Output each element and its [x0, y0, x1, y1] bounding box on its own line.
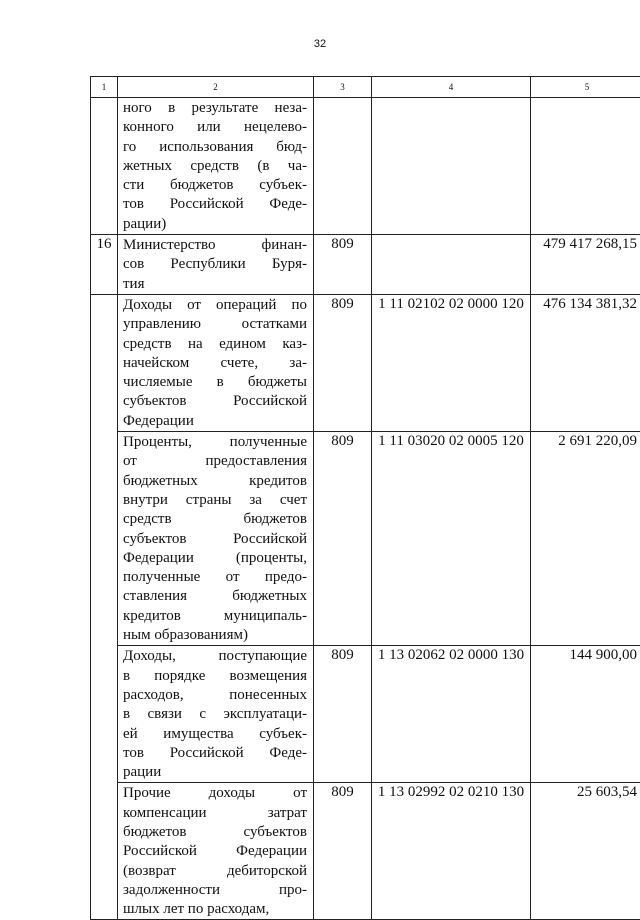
page-number: 32 [0, 38, 640, 50]
budget-classification-code-cell [372, 235, 531, 295]
row-number-cell [91, 783, 118, 920]
name-line: управлению остатками [123, 315, 307, 334]
header-cell-3: 3 [314, 77, 372, 98]
header-cell-1: 1 [91, 77, 118, 98]
revenue-name-cell [118, 646, 314, 783]
name-line: кредитов муниципаль- [123, 607, 307, 626]
amount-cell: 476 134 381,32 [531, 294, 640, 431]
revenue-name-cell [118, 235, 314, 295]
budget-classification-code-cell: 1 11 02102 02 0000 120 [372, 294, 531, 431]
name-line: Доходы, поступающие [123, 647, 307, 666]
amount-cell: 479 417 268,15 [531, 235, 640, 295]
table-row [91, 294, 640, 431]
name-line: (возврат дебиторской [123, 862, 307, 881]
admin-code-cell: 809 [314, 294, 372, 431]
budget-classification-code-cell: 1 13 02062 02 0000 130 [372, 646, 531, 783]
table-row [91, 98, 640, 235]
name-line: Федерации [123, 412, 307, 431]
name-line: рации) [123, 215, 307, 234]
budget-classification-code-cell [372, 98, 531, 235]
name-line: числяемые в бюджеты [123, 373, 307, 392]
name-line: тов Российской Феде- [123, 744, 307, 763]
name-line: Федерации (проценты, [123, 549, 307, 568]
revenue-table [90, 76, 640, 920]
name-line: бюджетных кредитов [123, 472, 307, 491]
admin-code-cell: 809 [314, 432, 372, 646]
table-row [91, 783, 640, 920]
admin-code-cell: 809 [314, 646, 372, 783]
name-line: рации [123, 763, 307, 782]
name-line: Прочие доходы от [123, 784, 307, 803]
revenue-name-cell [118, 98, 314, 235]
name-line: Доходы от операций по [123, 296, 307, 315]
amount-cell: 25 603,54 [531, 783, 640, 920]
name-line: расходов, понесенных [123, 686, 307, 705]
header-cell-4: 4 [372, 77, 531, 98]
header-cell-5: 5 [531, 77, 640, 98]
row-number-cell: 16 [91, 235, 118, 295]
admin-code-cell [314, 98, 372, 235]
table-row [91, 235, 640, 295]
name-line: ного в результате неза- [123, 99, 307, 118]
name-line: от предоставления [123, 452, 307, 471]
table-row [91, 432, 640, 646]
revenue-name-cell [118, 783, 314, 920]
revenue-name-cell [118, 294, 314, 431]
budget-classification-code-cell: 1 11 03020 02 0005 120 [372, 432, 531, 646]
name-line: Российской Федерации [123, 842, 307, 861]
name-line: конного или нецелево- [123, 118, 307, 137]
row-number-cell [91, 98, 118, 235]
row-number-cell [91, 646, 118, 783]
name-line: тия [123, 275, 307, 294]
amount-cell: 2 691 220,09 [531, 432, 640, 646]
name-line: в порядке возмещения [123, 667, 307, 686]
name-line: тов Российской Феде- [123, 195, 307, 214]
name-line: в связи с эксплуатаци- [123, 705, 307, 724]
name-line: го использования бюд- [123, 138, 307, 157]
name-line: внутри страны за счет [123, 491, 307, 510]
name-line: ставления бюджетных [123, 587, 307, 606]
table-row [91, 646, 640, 783]
name-line: ным образованиям) [123, 626, 307, 645]
name-line: ей имущества субъек- [123, 725, 307, 744]
name-line: средств на едином каз- [123, 335, 307, 354]
name-line: шлых лет по расходам, [123, 900, 307, 919]
row-number-cell [91, 432, 118, 646]
table-body [91, 77, 640, 920]
header-cell-2: 2 [118, 77, 314, 98]
budget-classification-code-cell: 1 13 02992 02 0210 130 [372, 783, 531, 920]
name-line: полученные от предо- [123, 568, 307, 587]
name-line: задолженности про- [123, 881, 307, 900]
revenue-name-cell [118, 432, 314, 646]
name-line: жетных средств (в ча- [123, 157, 307, 176]
name-line: Проценты, полученные [123, 433, 307, 452]
name-line: начейском счете, за- [123, 354, 307, 373]
header-row [91, 77, 640, 98]
admin-code-cell: 809 [314, 235, 372, 295]
admin-code-cell: 809 [314, 783, 372, 920]
name-line: средств бюджетов [123, 510, 307, 529]
name-line: бюджетов субъектов [123, 823, 307, 842]
name-line: компенсации затрат [123, 804, 307, 823]
amount-cell [531, 98, 640, 235]
name-line: сти бюджетов субъек- [123, 176, 307, 195]
amount-cell: 144 900,00 [531, 646, 640, 783]
name-line: Министерство финан- [123, 236, 307, 255]
name-line: сов Республики Буря- [123, 255, 307, 274]
row-number-cell [91, 294, 118, 431]
name-line: субъектов Российской [123, 530, 307, 549]
name-line: субъектов Российской [123, 392, 307, 411]
